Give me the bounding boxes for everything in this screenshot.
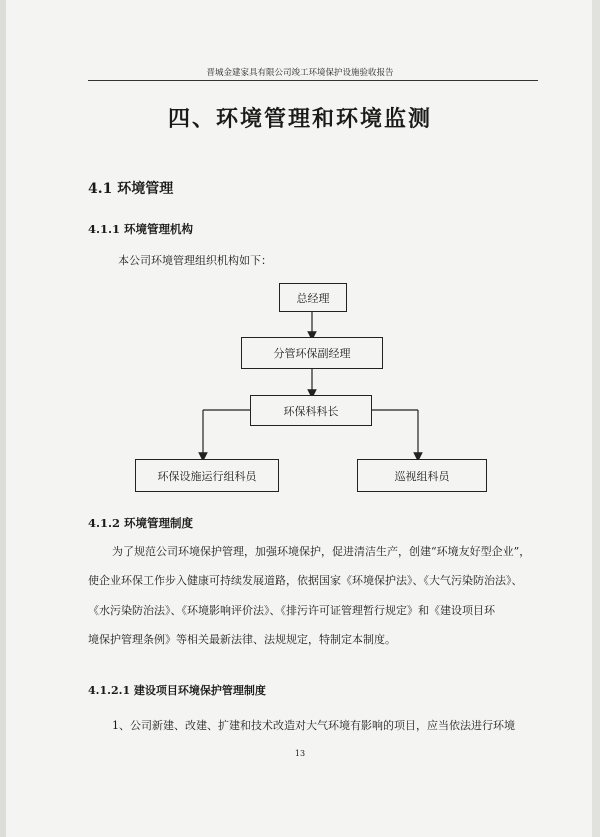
- paragraph-line-1: 为了规范公司环境保护管理，加强环境保护，促进清洁生产，创建“环境友好型企业”，: [112, 545, 531, 558]
- page-number: 13: [294, 749, 306, 758]
- project-rule-line: 1、公司新建、改建、扩建和技术改造对大气环境有影响的项目，应当依法进行环境: [112, 719, 515, 732]
- management-system-paragraph: [88, 537, 543, 654]
- org-box-deputy-manager: 分管环保副经理: [241, 337, 383, 369]
- org-box-operations-staff: 环保设施运行组科员: [135, 459, 279, 492]
- running-header: 晋城金建家具有限公司竣工环境保护设施验收报告: [206, 68, 394, 78]
- paragraph-line-3: 《水污染防治法》、《环境影响评价法》、《排污许可证管理暂行规定》和《建设项目环: [88, 603, 495, 617]
- chapter-title: 四、环境管理和环境监测: [167, 106, 432, 132]
- paragraph-line-4: 境保护管理条例》等相关最新法律、法规规定，特制定本制度。: [88, 632, 396, 646]
- org-box-patrol-staff: 巡视组科员: [357, 459, 487, 492]
- section-4-1-1-heading: 4.1.1 环境管理机构: [88, 222, 194, 236]
- paragraph-line-2: 使企业环保工作步入健康可持续发展道路，依据国家《环境保护法》、《大气污染防治法》、: [88, 574, 523, 588]
- org-box-section-chief: 环保科科长: [250, 395, 372, 426]
- section-4-1-2-heading: 4.1.2 环境管理制度: [88, 516, 194, 530]
- org-intro-text: 本公司环境管理组织机构如下：: [118, 254, 272, 267]
- section-4-1-2-1-heading: 4.1.2.1 建设项目环境保护管理制度: [88, 684, 266, 697]
- section-4-1-heading: 4.1 环境管理: [88, 181, 174, 197]
- org-box-general-manager: 总经理: [279, 283, 347, 312]
